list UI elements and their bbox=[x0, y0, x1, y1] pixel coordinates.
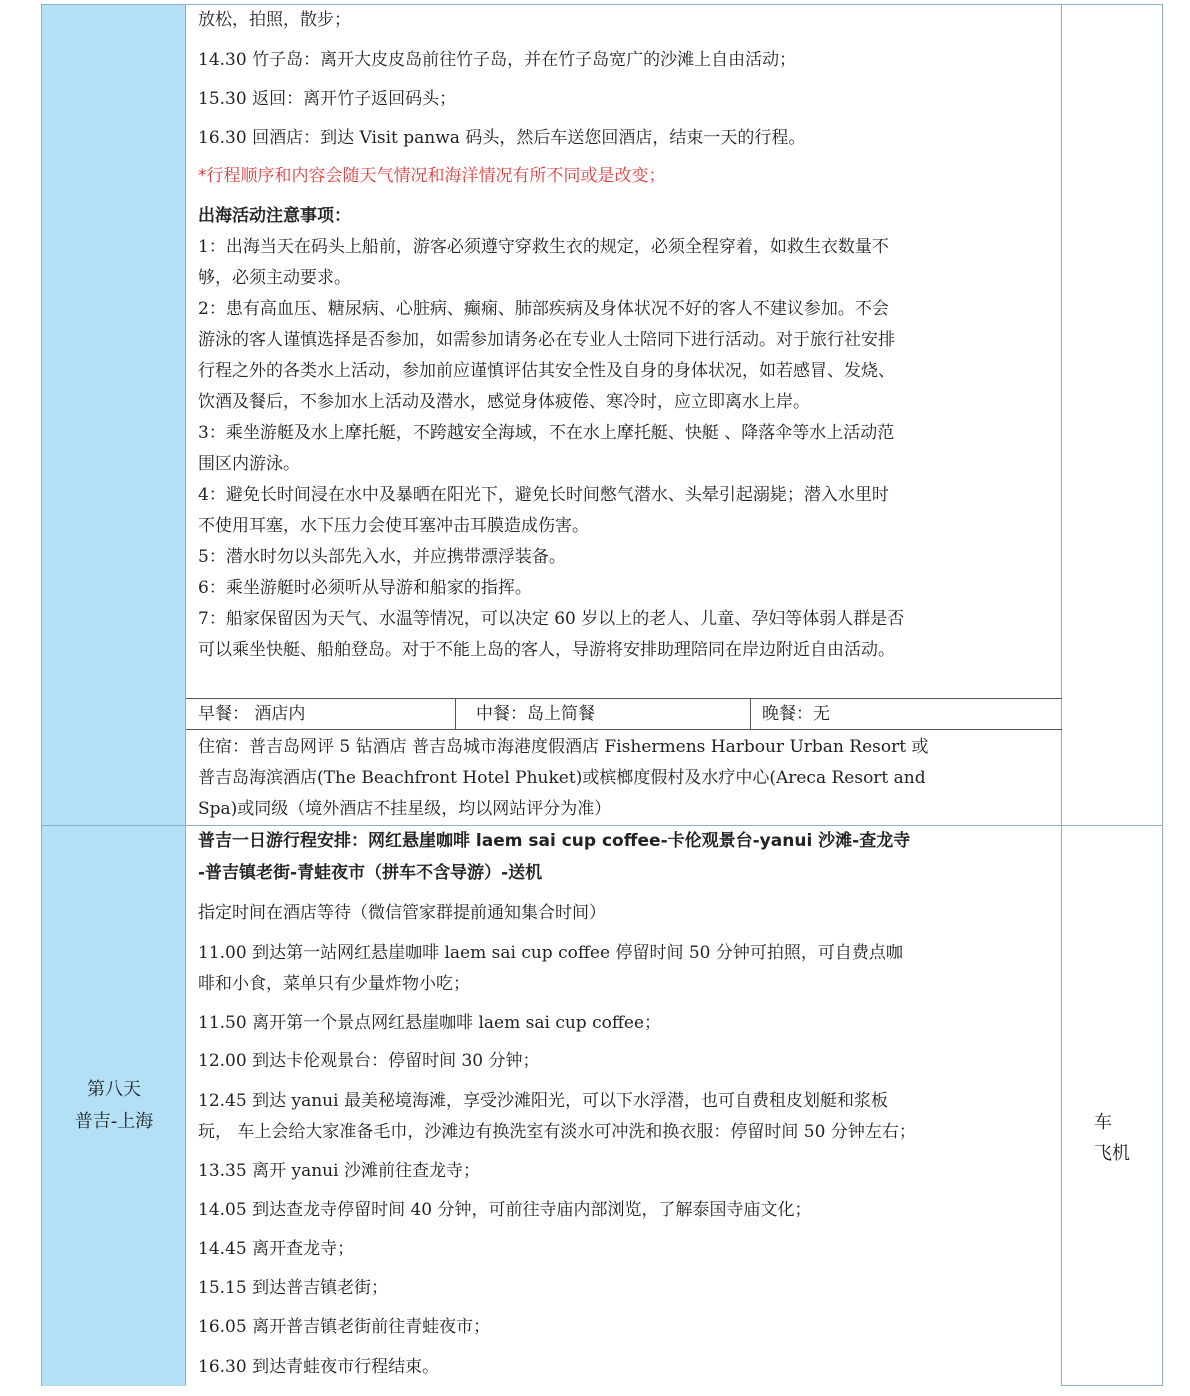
notice-line: 4：避免长时间浸在水中及暴晒在阳光下，避免长时间憋气潜水、头晕引起溺毙；潜入水里时 bbox=[198, 485, 889, 505]
day7-line: 15.30 返回：离开竹子返回码头； bbox=[198, 89, 457, 109]
notice-line: 可以乘坐快艇、船舶登岛。对于不能上岛的客人，导游将安排助理陪同在岸边附近自由活动。 bbox=[198, 640, 895, 660]
day8-title-line: 普吉一日游行程安排：网红悬崖咖啡 laem sai cup coffee-卡伦观景台-yanui 沙滩-查龙寺 bbox=[198, 831, 911, 851]
meal-dinner: 晚餐：无 bbox=[762, 704, 830, 724]
day8-line: 12.00 到达卡伦观景台：停留时间 30 分钟； bbox=[198, 1051, 540, 1071]
day8-line: 15.15 到达普吉镇老街； bbox=[198, 1278, 389, 1298]
day8-line: 指定时间在酒店等待（微信管家群提前通知集合时间） bbox=[198, 903, 606, 923]
day7-line: 放松，拍照，散步； bbox=[198, 10, 351, 30]
notice-title: 出海活动注意事项： bbox=[198, 206, 351, 226]
day7-line: 14.30 竹子岛：离开大皮皮岛前往竹子岛，并在竹子岛宽广的沙滩上自由活动； bbox=[198, 50, 797, 70]
day8-line: 12.45 到达 yanui 最美秘境海滩，享受沙滩阳光，可以下水浮潜，也可自费租皮划艇和浆板 bbox=[198, 1091, 888, 1111]
day8-line: 16.30 到达青蛙夜市行程结束。 bbox=[198, 1357, 440, 1377]
meal-breakfast: 早餐： 酒店内 bbox=[198, 704, 306, 724]
notice-line: 3：乘坐游艇及水上摩托艇，不跨越安全海域，不在水上摩托艇、快艇 、降落伞等水上活动范 bbox=[198, 423, 895, 443]
lodging-line: 普吉岛海滨酒店(The Beachfront Hotel Phuket)或槟榔度假村及水疗中心(Areca Resort and bbox=[198, 768, 926, 788]
day8-content-cell bbox=[186, 826, 1062, 1386]
transport-plane: 飞机 bbox=[1094, 1143, 1130, 1164]
notice-line: 1：出海当天在码头上船前，游客必须遵守穿救生衣的规定，必须全程穿着，如救生衣数量不 bbox=[198, 237, 889, 257]
transport-car: 车 bbox=[1094, 1112, 1112, 1133]
notice-line: 够，必须主动要求。 bbox=[198, 268, 351, 288]
day8-line: 11.00 到达第一站网红悬崖咖啡 laem sai cup coffee 停留时间 50 分钟可拍照，可自费点咖 bbox=[198, 943, 903, 963]
day8-line: 11.50 离开第一个景点网红悬崖咖啡 laem sai cup coffee； bbox=[198, 1013, 662, 1033]
day8-line: 14.45 离开查龙寺； bbox=[198, 1239, 355, 1259]
notice-line: 游泳的客人谨慎选择是否参加，如需参加请务必在专业人士陪同下进行活动。对于旅行社安排 bbox=[198, 330, 895, 350]
notice-line: 不使用耳塞，水下压力会使耳塞冲击耳膜造成伤害。 bbox=[198, 516, 589, 536]
weather-warning: *行程顺序和内容会随天气情况和海洋情况有所不同或是改变； bbox=[198, 166, 666, 186]
day8-title-line: -普吉镇老街-青蛙夜市（拼车不含导游）-送机 bbox=[198, 863, 543, 883]
meal-row-bottom-rule bbox=[186, 729, 1062, 730]
day8-line: 14.05 到达查龙寺停留时间 40 分钟，可前往寺庙内部浏览，了解泰国寺庙文化； bbox=[198, 1200, 812, 1220]
meal-lunch: 中餐：岛上简餐 bbox=[476, 704, 595, 724]
day7-label-cell bbox=[42, 5, 186, 825]
notice-line: 围区内游泳。 bbox=[198, 454, 300, 474]
notice-line: 2：患有高血压、糖尿病、心脏病、癫痫、肺部疾病及身体状况不好的客人不建议参加。不会 bbox=[198, 299, 889, 319]
notice-line: 行程之外的各类水上活动，参加前应谨慎评估其安全性及自身的身体状况，如若感冒、发烧、 bbox=[198, 361, 895, 381]
day7-transport-cell bbox=[1062, 5, 1162, 825]
meal-divider bbox=[750, 698, 751, 729]
day8-transport-cell bbox=[1062, 826, 1162, 1386]
notice-line: 6：乘坐游艇时必须听从导游和船家的指挥。 bbox=[198, 578, 532, 598]
notice-line: 5：潜水时勿以头部先入水，并应携带漂浮装备。 bbox=[198, 547, 566, 567]
day7-line: 16.30 回酒店：到达 Visit panwa 码头，然后车送您回酒店，结束一天的行程。 bbox=[198, 128, 806, 148]
day8-line: 玩， 车上会给大家准备毛巾，沙滩边有换洗室有淡水可冲洗和换衣服：停留时间 50 分钟左右； bbox=[198, 1122, 916, 1142]
notice-line: 7：船家保留因为天气、水温等情况，可以决定 60 岁以上的老人、儿童、孕妇等体弱人群是否 bbox=[198, 609, 905, 629]
itinerary-table bbox=[41, 4, 1163, 1386]
day8-line: 16.05 离开普吉镇老街前往青蛙夜市； bbox=[198, 1317, 491, 1337]
notice-line: 饮酒及餐后，不参加水上活动及潜水，感觉身体疲倦、寒冷时，应立即离水上岸。 bbox=[198, 392, 810, 412]
day8-label-cell bbox=[42, 826, 186, 1386]
day7-content-cell bbox=[186, 5, 1062, 825]
meal-divider bbox=[455, 698, 456, 729]
day8-label-route: 普吉-上海 bbox=[74, 1111, 154, 1132]
meal-row-top-rule bbox=[186, 698, 1062, 699]
day8-label-day: 第八天 bbox=[87, 1079, 141, 1100]
day8-line: 13.35 离开 yanui 沙滩前往查龙寺； bbox=[198, 1161, 480, 1181]
lodging-line: Spa)或同级（境外酒店不挂星级，均以网站评分为准） bbox=[198, 799, 612, 819]
day8-line: 啡和小食，菜单只有少量炸物小吃； bbox=[198, 974, 470, 994]
lodging-line: 住宿：普吉岛网评 5 钻酒店 普吉岛城市海港度假酒店 Fishermens Harbour Urban Resort 或 bbox=[198, 737, 929, 757]
